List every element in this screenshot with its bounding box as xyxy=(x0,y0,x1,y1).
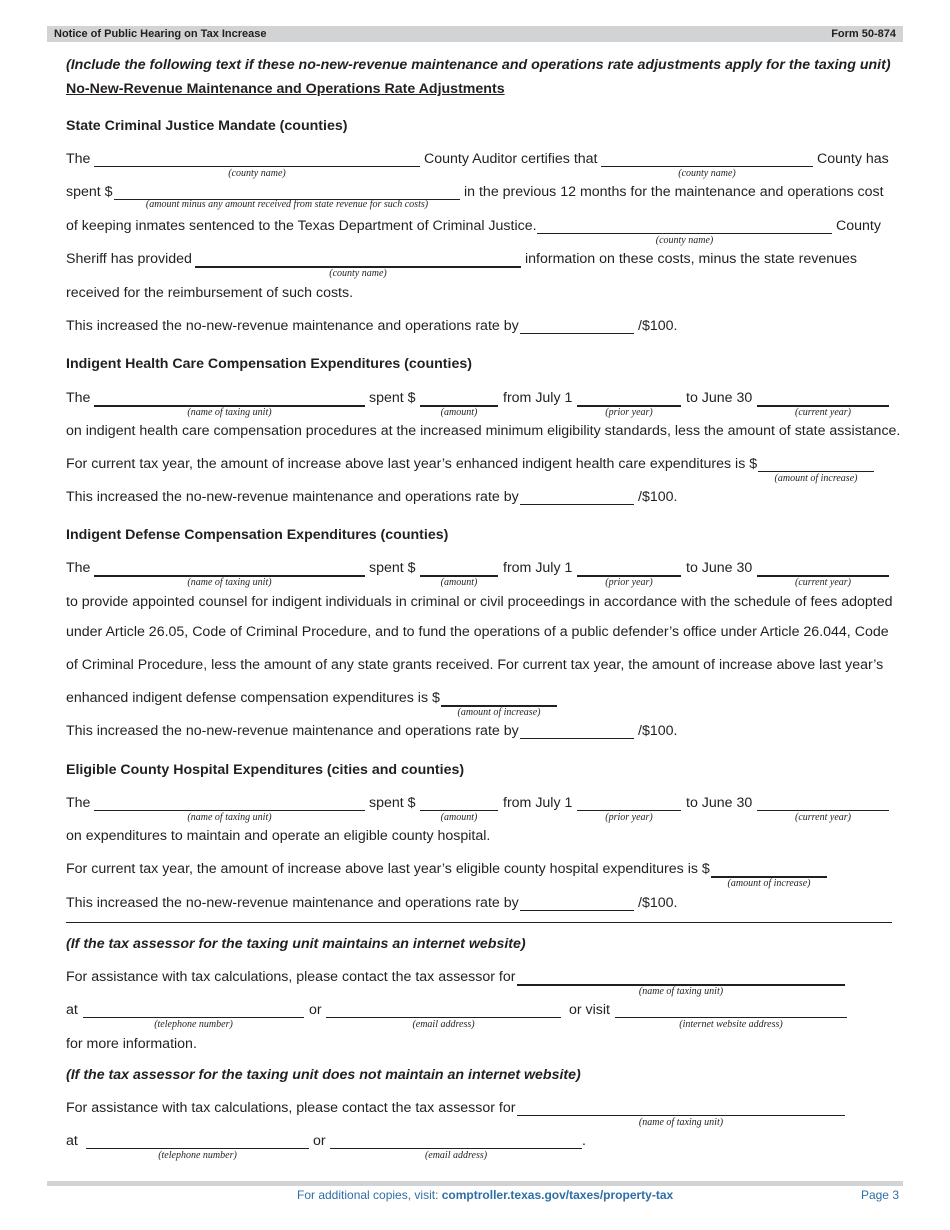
email-field[interactable] xyxy=(330,1148,582,1149)
rate-suffix: /$100. xyxy=(638,723,678,739)
telephone-field[interactable] xyxy=(83,1017,304,1018)
indigent-defense-increase-row xyxy=(66,690,891,718)
email-field[interactable] xyxy=(326,1017,561,1018)
no-website-assist-row xyxy=(66,1100,891,1128)
at-label: at xyxy=(66,1002,78,1018)
taxing-unit-field[interactable] xyxy=(94,810,365,811)
prior-year-field[interactable] xyxy=(577,810,681,811)
rate-text: This increased the no-new-revenue maintenance and operations rate by xyxy=(66,895,519,911)
rate-field[interactable] xyxy=(520,910,634,911)
or-label: or xyxy=(309,1002,322,1018)
keeping-text: of keeping inmates sentenced to the Texas Department of Criminal Justice. xyxy=(66,218,537,234)
indigent-defense-line-1: to provide appointed counsel for indigent individuals in criminal or civil proceedings in accordance with the schedule of fees adopted xyxy=(66,594,893,610)
rate-text: This increased the no-new-revenue maintenance and operations rate by xyxy=(66,723,519,739)
current-year-caption: (current year) xyxy=(795,812,851,823)
rate-suffix: /$100. xyxy=(638,318,678,334)
current-year-caption: (current year) xyxy=(795,577,851,588)
taxing-unit-field[interactable] xyxy=(517,1115,845,1116)
prev12-text: in the previous 12 months for the maintenance and operations cost xyxy=(464,184,884,200)
no-website-heading: (If the tax assessor for the taxing unit does not maintain an internet website) xyxy=(66,1067,581,1083)
telephone-field[interactable] xyxy=(86,1148,309,1149)
email-caption: (email address) xyxy=(412,1019,475,1030)
rate-row xyxy=(66,895,891,917)
county-name-field[interactable] xyxy=(537,233,832,234)
page-number: Page 3 xyxy=(860,1188,899,1202)
criminal-heading: State Criminal Justice Mandate (counties) xyxy=(66,118,348,134)
increase-caption: (amount of increase) xyxy=(774,473,858,484)
amount-caption: (amount) xyxy=(440,407,478,418)
rate-row xyxy=(66,723,891,745)
county-name-field[interactable] xyxy=(94,166,420,167)
telephone-caption: (telephone number) xyxy=(158,1150,237,1161)
received-text: received for the reimbursement of such costs. xyxy=(66,285,354,301)
comptroller-link[interactable]: comptroller.texas.gov/taxes/property-tax xyxy=(441,1188,674,1202)
footer-prefix: For additional copies, visit: xyxy=(297,1188,439,1202)
rate-text: This increased the no-new-revenue maintenance and operations rate by xyxy=(66,318,519,334)
website-caption: (internet website address) xyxy=(679,1019,783,1030)
increase-caption: (amount of increase) xyxy=(727,878,811,889)
taxing-unit-caption: (name of taxing unit) xyxy=(187,407,272,418)
increase-text: For current tax year, the amount of increase above last year’s eligible county hospital expenditures is $ xyxy=(66,861,710,877)
county-name-caption: (county name) xyxy=(228,168,286,179)
rate-field[interactable] xyxy=(520,504,634,505)
info-text: information on these costs, minus the state revenues xyxy=(525,251,858,267)
telephone-caption: (telephone number) xyxy=(154,1019,233,1030)
hospital-increase-row xyxy=(66,861,891,889)
at-label: at xyxy=(66,1133,78,1149)
section-title: No-New-Revenue Maintenance and Operations Rate Adjustments xyxy=(66,81,505,97)
increase-text: enhanced indigent defense compensation expenditures is $ xyxy=(66,690,440,706)
rate-field[interactable] xyxy=(520,333,634,334)
increase-field[interactable] xyxy=(758,471,874,472)
or-visit-label: or visit xyxy=(569,1002,610,1018)
from-label: from July 1 xyxy=(503,795,573,811)
intro-instruction: (Include the following text if these no-new-revenue maintenance and operations rate adjustments apply for the taxing unit) xyxy=(66,57,891,73)
amount-caption: (amount minus any amount received from state revenue for such costs) xyxy=(145,199,429,210)
current-year-caption: (current year) xyxy=(795,407,851,418)
to-label: to June 30 xyxy=(686,795,753,811)
prior-year-caption: (prior year) xyxy=(605,812,653,823)
to-label: to June 30 xyxy=(686,390,753,406)
form-number: Form 50-874 xyxy=(831,28,896,40)
rate-suffix: /$100. xyxy=(638,895,678,911)
hospital-desc: on expenditures to maintain and operate an eligible county hospital. xyxy=(66,828,491,844)
notice-title: Notice of Public Hearing on Tax Increase xyxy=(54,28,267,40)
section-divider xyxy=(66,922,892,923)
or-label: or xyxy=(313,1133,326,1149)
indigent-health-increase-row xyxy=(66,456,891,484)
assist-text: For assistance with tax calculations, please contact the tax assessor for xyxy=(66,1100,516,1116)
from-label: from July 1 xyxy=(503,390,573,406)
criminal-row-4 xyxy=(66,251,891,279)
indigent-health-spent-row xyxy=(66,390,891,418)
the-label: The xyxy=(66,560,91,576)
footer-bar xyxy=(47,1181,903,1186)
no-website-contact-row xyxy=(66,1133,891,1161)
website-field[interactable] xyxy=(615,1017,847,1018)
county-text: County xyxy=(836,218,881,234)
sheriff-text: Sheriff has provided xyxy=(66,251,192,267)
amount-caption: (amount) xyxy=(440,577,478,588)
assist-text: For assistance with tax calculations, please contact the tax assessor for xyxy=(66,969,516,985)
spent-label: spent $ xyxy=(369,795,416,811)
indigent-defense-line-2: under Article 26.05, Code of Criminal Procedure, and to fund the operations of a public defender’s office under Article 26.044, Code xyxy=(66,624,889,640)
amount-caption: (amount) xyxy=(440,812,478,823)
taxing-unit-caption: (name of taxing unit) xyxy=(187,577,272,588)
period: . xyxy=(582,1133,586,1149)
indigent-health-desc: on indigent health care compensation procedures at the increased minimum eligibility standards, less the amount of state assistance. xyxy=(66,423,901,439)
taxing-unit-caption: (name of taxing unit) xyxy=(638,986,724,997)
rate-row xyxy=(66,489,891,511)
increase-text: For current tax year, the amount of increase above last year’s enhanced indigent health care expenditures is $ xyxy=(66,456,758,472)
form-content xyxy=(66,0,901,1180)
email-caption: (email address) xyxy=(424,1150,488,1161)
from-label: from July 1 xyxy=(503,560,573,576)
prior-year-caption: (prior year) xyxy=(605,407,653,418)
rate-suffix: /$100. xyxy=(638,489,678,505)
rate-text: This increased the no-new-revenue maintenance and operations rate by xyxy=(66,489,519,505)
the-label: The xyxy=(66,795,91,811)
spent-label: spent $ xyxy=(369,390,416,406)
taxing-unit-caption: (name of taxing unit) xyxy=(638,1117,724,1128)
county-name-caption: (county name) xyxy=(655,235,714,246)
to-label: to June 30 xyxy=(686,560,753,576)
increase-caption: (amount of increase) xyxy=(457,707,541,718)
indigent-health-heading: Indigent Health Care Compensation Expenditures (counties) xyxy=(66,356,472,372)
taxing-unit-caption: (name of taxing unit) xyxy=(187,812,272,823)
website-assist-row xyxy=(66,969,891,997)
the-label: The xyxy=(66,390,91,406)
county-name-field[interactable] xyxy=(601,166,813,167)
indigent-defense-line-3: of Criminal Procedure, less the amount of any state grants received. For current tax year, the amount of increase above last year’s xyxy=(66,657,884,673)
footer-copies xyxy=(297,1188,673,1202)
prior-year-caption: (prior year) xyxy=(605,577,653,588)
website-heading: (If the tax assessor for the taxing unit maintains an internet website) xyxy=(66,936,526,952)
current-year-field[interactable] xyxy=(757,810,889,811)
indigent-defense-heading: Indigent Defense Compensation Expenditures (counties) xyxy=(66,527,449,543)
website-contact-row xyxy=(66,1002,891,1030)
spent-label: spent $ xyxy=(66,184,113,200)
amount-field[interactable] xyxy=(420,810,498,811)
spent-label: spent $ xyxy=(369,560,416,576)
hospital-heading: Eligible County Hospital Expenditures (cities and counties) xyxy=(66,762,465,778)
criminal-row-1 xyxy=(66,151,891,179)
rate-field[interactable] xyxy=(520,738,634,739)
county-name-caption: (county name) xyxy=(329,268,387,279)
the-label: The xyxy=(66,151,91,167)
auditor-text: County Auditor certifies that xyxy=(424,151,598,167)
more-info-text: for more information. xyxy=(66,1036,197,1052)
criminal-row-2 xyxy=(66,184,891,210)
county-name-caption: (county name) xyxy=(678,168,736,179)
county-has-text: County has xyxy=(817,151,889,167)
hospital-spent-row xyxy=(66,795,891,823)
rate-row xyxy=(66,318,891,340)
indigent-defense-spent-row xyxy=(66,560,891,588)
criminal-row-3 xyxy=(66,218,891,246)
